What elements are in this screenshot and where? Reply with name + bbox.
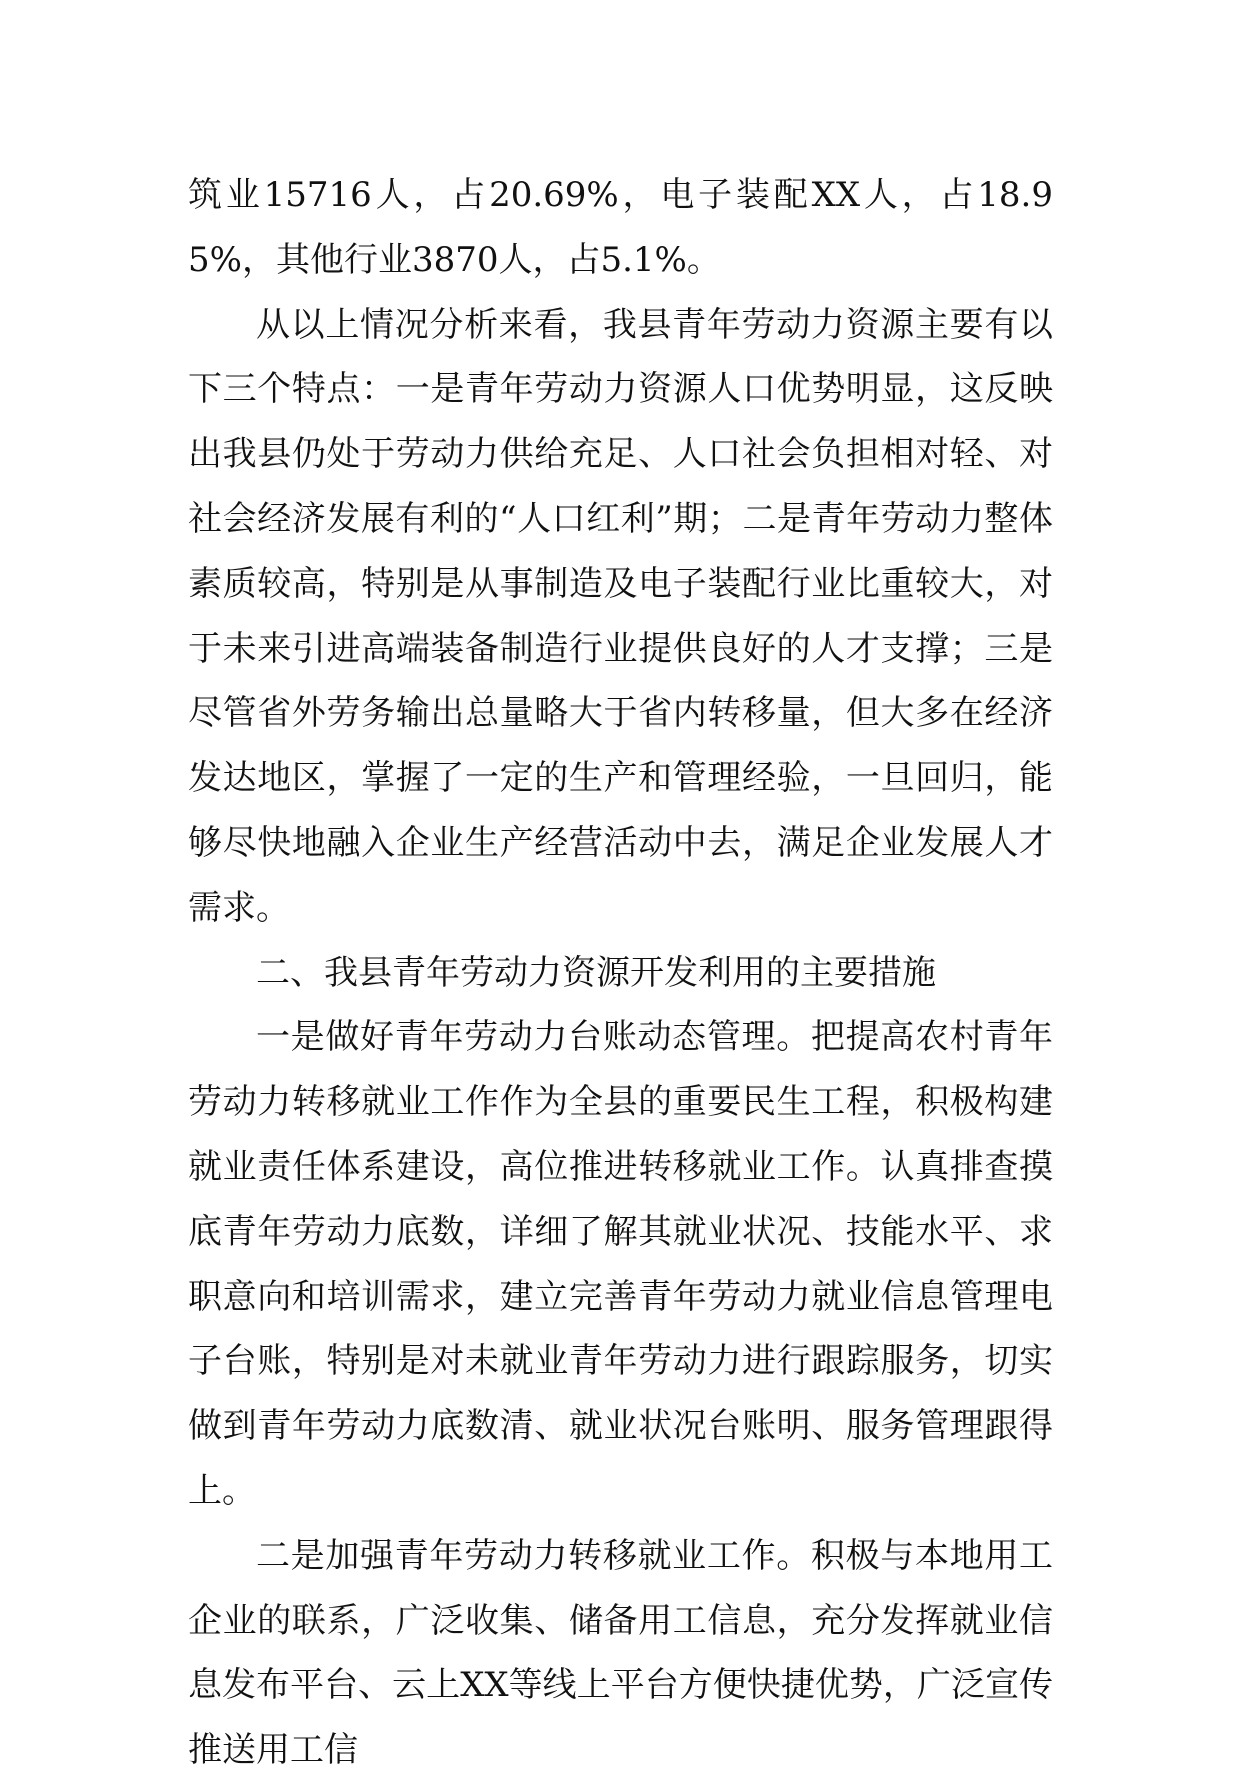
section-heading: 二、我县青年劳动力资源开发利用的主要措施	[256, 952, 936, 993]
paragraph-measure-one: 一是做好青年劳动力台账动态管理。把提高农村青年劳动力转移就业工作作为全县的重要民生工程，积极构建就业责任体系建设，高位推进转移就业工作。认真排查摸底青年劳动力底数，详细了解其就业状况、技能水平、求职意向和培训需求，建立完善青年劳动力就业信息管理电子台账，特别是对未就业青年劳动力进行跟踪服务，切实做到青年劳动力底数清、就业状况台账明、服务管理跟得上。	[188, 1017, 1053, 1511]
document-body	[188, 163, 1053, 1783]
paragraph-analysis: 从以上情况分析来看，我县青年劳动力资源主要有以下三个特点：一是青年劳动力资源人口优势明显，这反映出我县仍处于劳动力供给充足、人口社会负担相对轻、对社会经济发展有利的“人口红利”期；二是青年劳动力整体素质较高，特别是从事制造及电子装配行业比重较大，对于未来引进高端装备制造行业提供良好的人才支撑；三是尽管省外劳务输出总量略大于省内转移量，但大多在经济发达地区，掌握了一定的生产和管理经验，一旦回归，能够尽快地融入企业生产经营活动中去，满足企业发展人才需求。	[188, 304, 1053, 928]
paragraph-measure-two: 二是加强青年劳动力转移就业工作。积极与本地用工企业的联系，广泛收集、储备用工信息，充分发挥就业信息发布平台、云上XX等线上平台方便快捷优势，广泛宣传推送用工信	[188, 1535, 1053, 1771]
paragraph-continuation: 筑业15716人，占20.69%，电子装配XX人，占18.95%，其他行业3870人，占5.1%。	[188, 175, 1053, 280]
